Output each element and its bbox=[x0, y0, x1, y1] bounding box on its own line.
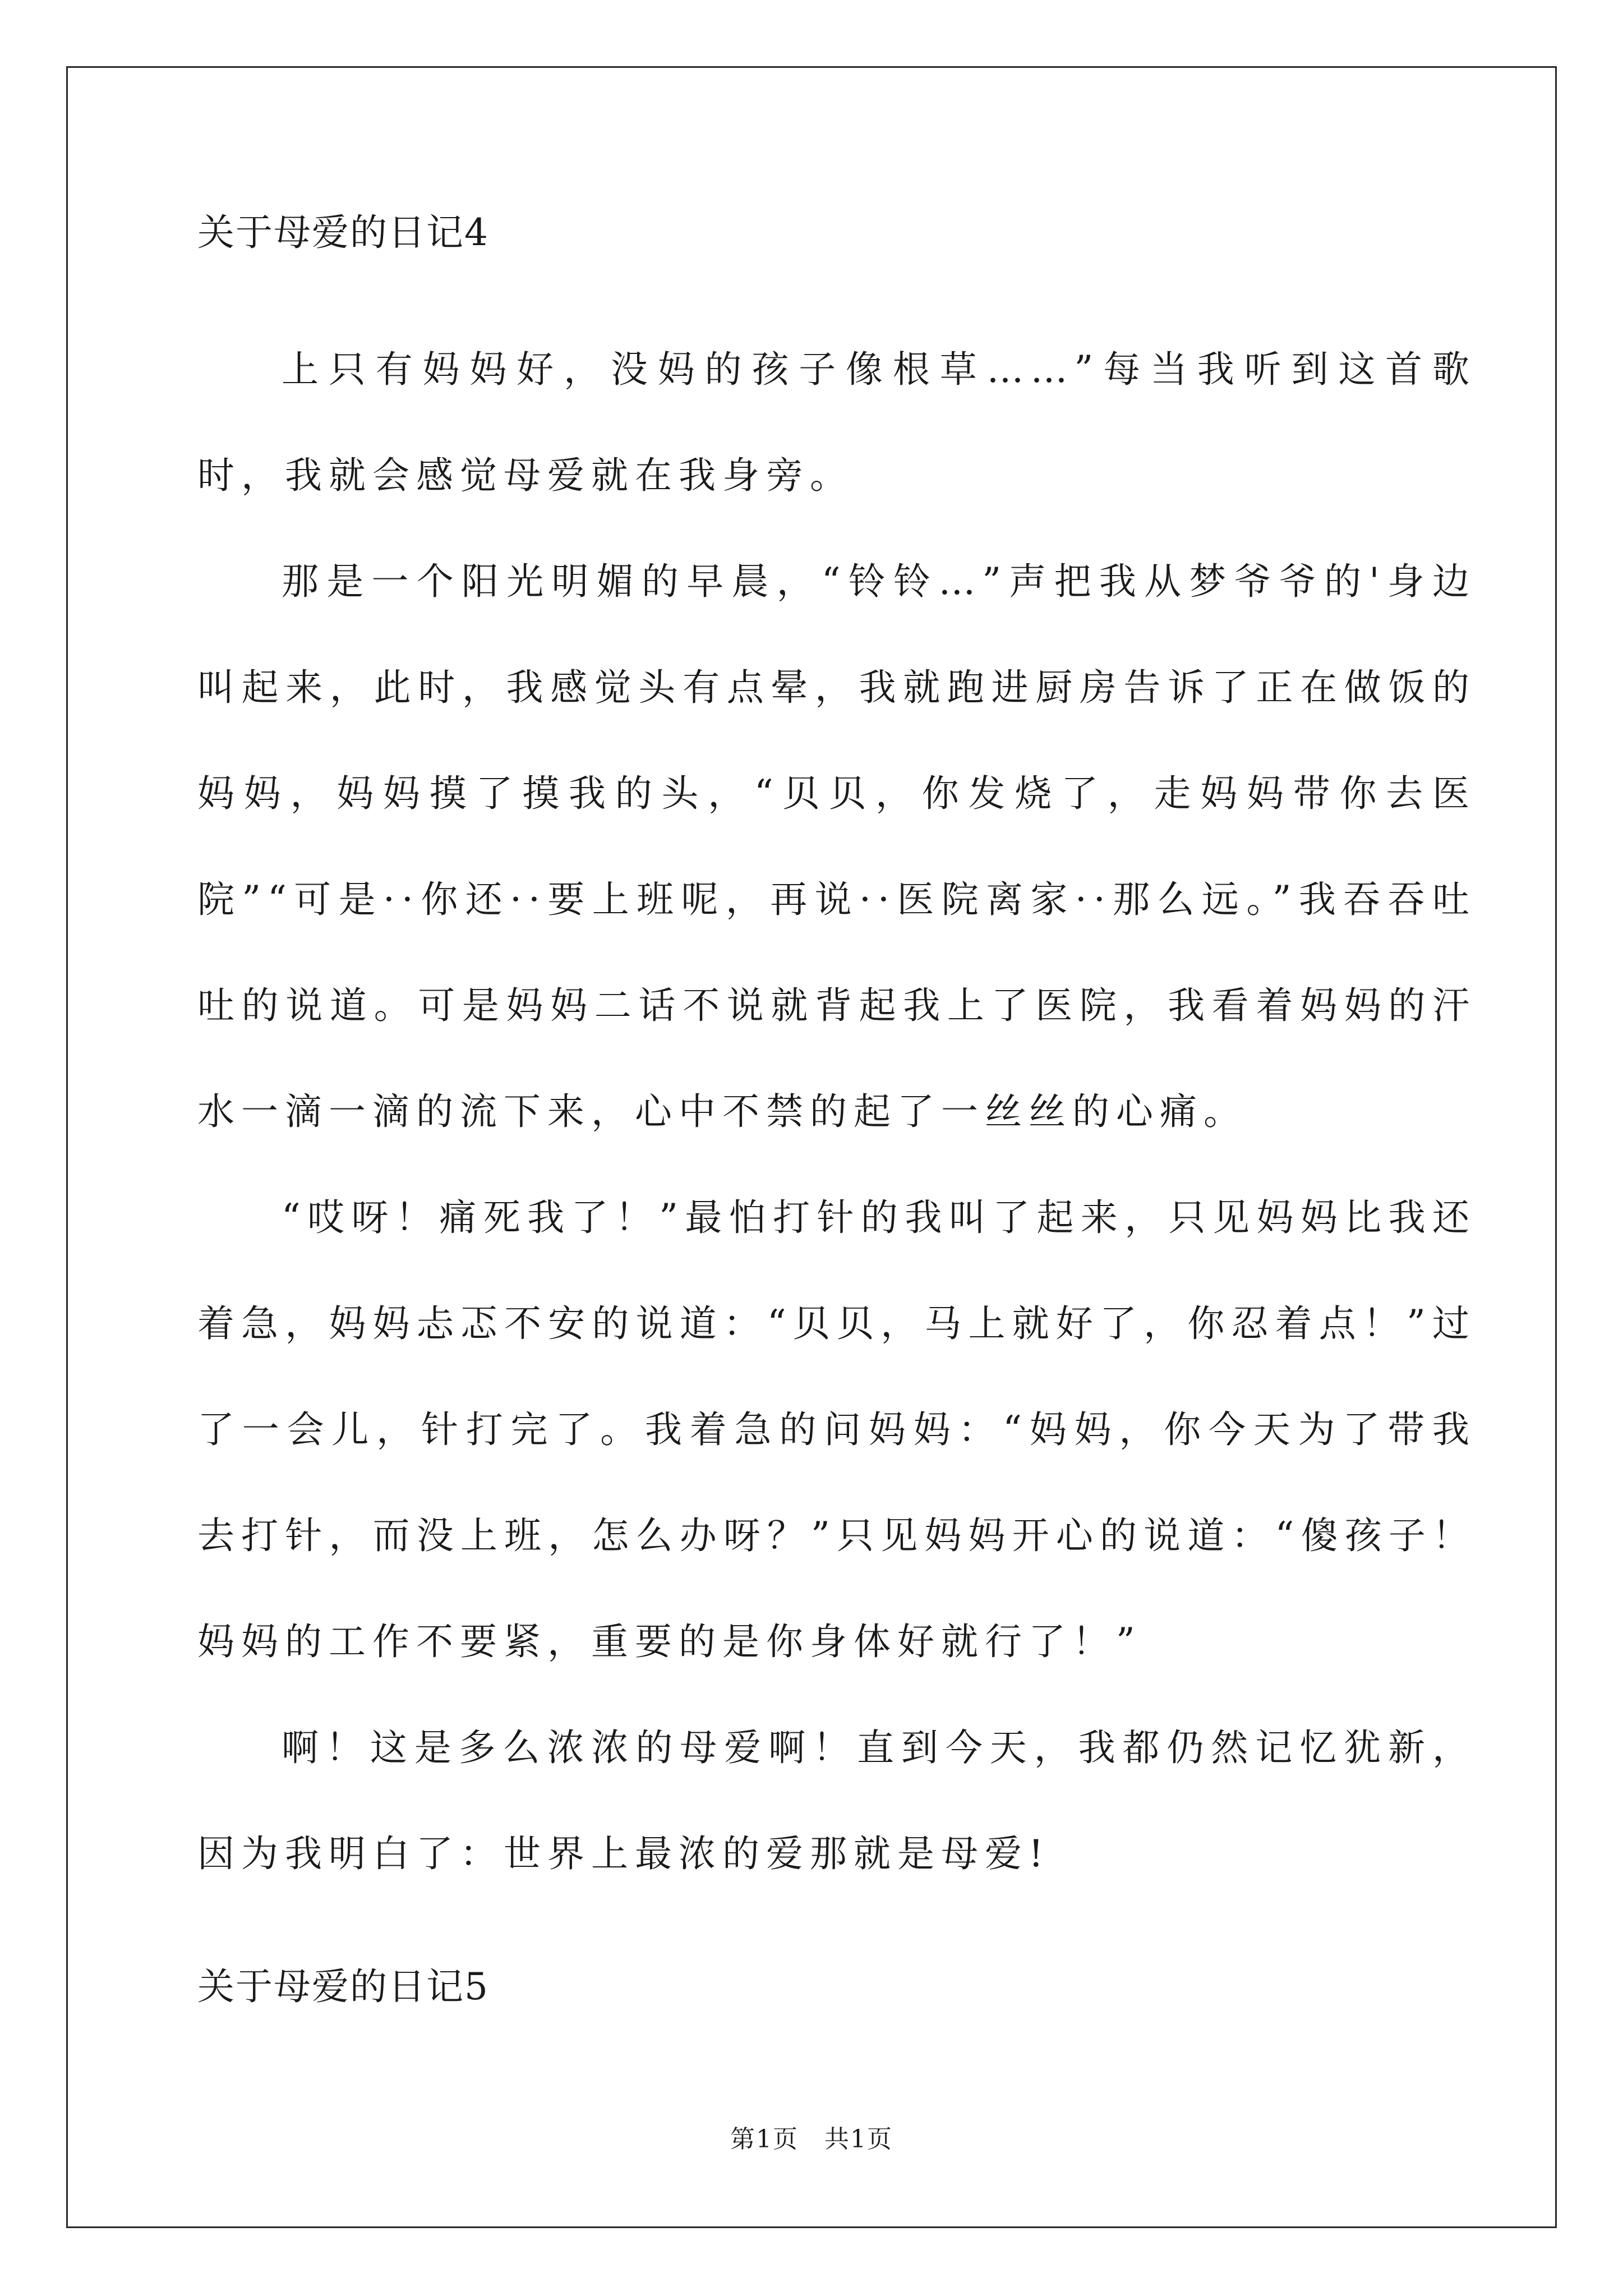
paragraph-3: “哎呀！痛死我了！”最怕打针的我叫了起来，只见妈妈比我还着急，妈妈忐忑不安的说道：“贝贝，马上就好了，你忍着点！”过了一会儿，针打完了。我着急的问妈妈：“妈妈，你今天为了带我去打针，而没上班，怎么办呀？”只见妈妈开心的说道：“傻孩子！妈妈的工作不要紧，重要的是你身体好就行了！” bbox=[197, 1196, 1476, 1663]
paragraph-1: 上只有妈妈好，没妈的孩子像根草……”每当我听到这首歌时，我就会感觉母爱就在我身旁。 bbox=[197, 348, 1476, 497]
section-heading-5: 关于母爱的日记5 bbox=[197, 1965, 489, 2008]
section-heading-4: 关于母爱的日记4 bbox=[197, 211, 489, 254]
document-body bbox=[197, 208, 1476, 2012]
page-footer: 第1页 共1页 bbox=[730, 2125, 893, 2154]
paragraph-2: 那是一个阳光明媚的早晨，“铃铃…”声把我从梦爷爷的'身边叫起来，此时，我感觉头有点晕，我就跑进厨房告诉了正在做饭的妈妈，妈妈摸了摸我的头，“贝贝，你发烧了，走妈妈带你去医院”“可是··你还··要上班呢，再说··医院离家··那么远。”我吞吞吐吐的说道。可是妈妈二话不说就背起我上了医院，我看着妈妈的汗水一滴一滴的流下来，心中不禁的起了一丝丝的心痛。 bbox=[197, 560, 1476, 1133]
paragraph-4: 啊！这是多么浓浓的母爱啊！直到今天，我都仍然记忆犹新，因为我明白了：世界上最浓的爱那就是母爱! bbox=[197, 1726, 1476, 1875]
